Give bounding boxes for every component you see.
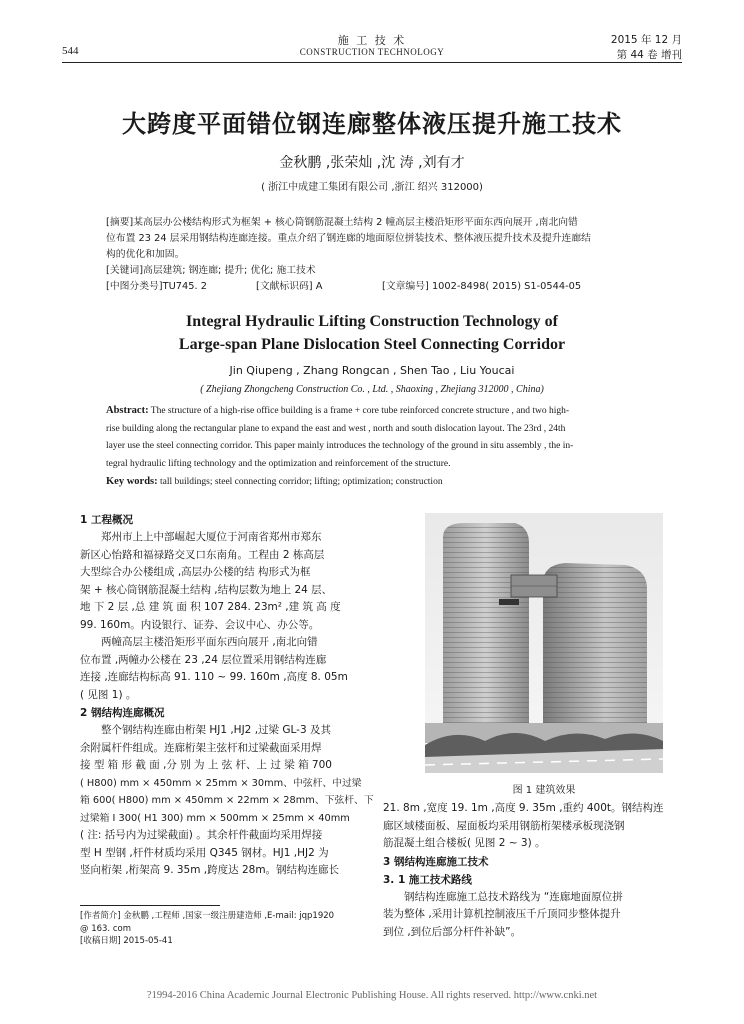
paragraph-line: ( 见图 1) 。 [80, 688, 137, 701]
paragraph: 钢结构连廊施工总技术路线为 “连廊地面原位拼 [404, 890, 623, 903]
header-rule [62, 62, 682, 63]
authors-en: Jin Qiupeng , Zhang Rongcan , Shen Tao , Liu Youcai [229, 364, 515, 377]
building-photo [425, 513, 663, 773]
right-column [383, 800, 685, 941]
issue-volume: 第 44 卷 增刊 [616, 49, 682, 61]
abstract-en-line: tegral hydraulic lifting technology and the optimization and reinforcement of the structure. [106, 458, 451, 469]
issue-date: 2015 年 12 月 [610, 34, 682, 46]
section-1-heading: 1 工程概况 [80, 514, 133, 526]
title-en-line2: Large-span Plane Dislocation Steel Connecting Corridor [178, 336, 566, 353]
left-column [80, 511, 378, 880]
section-2-heading: 2 钢结构连廊概况 [80, 707, 165, 719]
figure-1-caption: 图 1 建筑效果 [512, 785, 576, 796]
received-date: [收稿日期] 2015-05-41 [80, 936, 173, 946]
paragraph: 郑州市上上中部崛起大厦位于河南省郑州市郑东 [101, 531, 322, 543]
abstract-en-line: The structure of a high-rise office building is a frame + core tube reinforced concrete structure , and two high- [148, 406, 570, 416]
paragraph-line: ( H800) mm × 450mm × 25mm × 30mm、中弦杆、中过梁 [80, 777, 362, 789]
paragraph-line: 型 H 型钢 ,杆件材质均采用 Q345 钢材。HJ1 ,HJ2 为 [80, 846, 329, 859]
paragraph-line: 接 型 箱 形 截 面 ,分 别 为 上 弦 杆、上 过 梁 箱 700 [80, 759, 332, 771]
title-cn: 大跨度平面错位钢连廊整体液压提升施工技术 [122, 110, 622, 138]
paragraph-line: 连接 ,连廊结构标高 91. 110 ~ 99. 160m ,高度 8. 05m [80, 671, 348, 683]
paragraph-line: 余附属杆件组成。连廊桁架主弦杆和过梁截面采用焊 [80, 741, 322, 754]
paragraph-line: 位布置 ,两幢办公楼在 23 ,24 层位置采用钢结构连廊 [80, 653, 327, 666]
footnotes [80, 910, 380, 948]
paragraph-line: 廊区域楼面板、屋面板均采用钢筋桁架楼承板现浇钢 [383, 819, 625, 832]
paragraph-line: ( 注: 括号内为过梁截面) 。其余杆件截面均采用焊接 [80, 829, 323, 841]
abstract-en-line: layer use the steel connecting corridor. This paper mainly introduces the technology of the ground in situ assembly , the in- [106, 441, 574, 451]
section-3-heading: 3 钢结构连廊施工技术 [383, 855, 489, 868]
affiliation-en: ( Zhejiang Zhongcheng Construction Co. , Ltd. , Shaoxing , Zhejiang 312000 , China) [200, 384, 544, 395]
journal-name-cn: 施 工 技 术 [337, 34, 407, 47]
abstract-en [106, 402, 651, 492]
paragraph-line: 大型综合办公楼组成 ,高层办公楼的结 构形式为框 [80, 566, 311, 578]
author-email: @ 163. com [80, 923, 131, 934]
paragraph-line: 21. 8m ,宽度 19. 1m ,高度 9. 35m ,重约 400t。钢结构连 [383, 802, 664, 814]
author-bio: [作者简介] 金秋鹏 ,工程师 ,国家一级注册建造师 ,E-mail: jqp1920 [80, 911, 335, 921]
document-code: [文献标识码] A [256, 281, 323, 292]
abstract-en-line: rise building along the rectangular plane to expand the east and west , north and south dislocation layout. The 23rd , 24th [106, 423, 566, 434]
paragraph-line: 99. 160m。内设银行、证券、会议中心、办公等。 [80, 618, 320, 631]
article-number: [文章编号] 1002-8498( 2015) S1-0544-05 [382, 281, 582, 292]
abstract-cn-line: 构的优化和加固。 [106, 249, 185, 260]
paragraph-line: 地 下 2 层 ,总 建 筑 面 积 107 284. 23m² ,建 筑 高 度 [80, 601, 341, 613]
abstract-cn-line: 位布置 23 24 层采用钢结构连廊连接。重点介绍了钢连廊的地面原位拼装技术、整体液压提升技术及提升连廊结 [106, 233, 591, 244]
paragraph-line: 到位 ,到位后部分杆件补缺”。 [383, 925, 522, 938]
abstract-en-label: Abstract: [106, 405, 149, 416]
section-3-1-heading: 3. 1 施工技术路线 [383, 873, 472, 886]
paragraph-line: 竖向桁架 ,桁架高 9. 35m ,跨度达 28m。钢结构连廊长 [80, 864, 340, 876]
authors-cn: 金秋鹏 ,张荣灿 ,沈 涛 ,刘有才 [279, 155, 465, 171]
classification-row [106, 279, 646, 295]
paragraph: 整个钢结构连廊由桁架 HJ1 ,HJ2 ,过梁 GL-3 及其 [101, 724, 331, 736]
keywords-en-label: Key words: [106, 476, 158, 487]
paragraph-line: 新区心怡路和福禄路交叉口东南角。工程由 2 栋高层 [80, 548, 325, 561]
abstract-cn-line: [摘要]某高层办公楼结构形式为框架 + 核心筒钢筋混凝土结构 2 幢高层主楼沿矩形平面东西向展开 ,南北向错 [106, 217, 578, 228]
paragraph: 两幢高层主楼沿矩形平面东西向展开 ,南北向错 [101, 636, 318, 648]
keywords-en: tall buildings; steel connecting corridor; lifting; optimization; construction [157, 477, 443, 487]
paragraph-line: 装为整体 ,采用计算机控制液压千斤顶同步整体提升 [383, 908, 621, 920]
affiliation-cn: ( 浙江中成建工集团有限公司 ,浙江 绍兴 312000) [261, 182, 483, 193]
paragraph-line: 筋混凝土组合楼板( 见图 2 ~ 3) 。 [383, 837, 546, 849]
page-number: 544 [62, 45, 79, 57]
keywords-cn: [关键词]高层建筑; 钢连廊; 提升; 优化; 施工技术 [106, 265, 316, 276]
clc-number: [中图分类号]TU745. 2 [106, 281, 207, 292]
title-en-line1: Integral Hydraulic Lifting Construction Technology of [185, 313, 559, 330]
journal-name-en: CONSTRUCTION TECHNOLOGY [299, 47, 445, 57]
abstract-cn [106, 215, 646, 295]
building-illustration [425, 513, 663, 773]
footnote-rule [80, 905, 220, 906]
paragraph-line: 箱 600( H800) mm × 450mm × 22mm × 28mm、下弦杆、下 [80, 795, 374, 806]
paragraph-line: 架 + 核心筒钢筋混凝土结构 ,结构层数为地上 24 层、 [80, 583, 333, 596]
paragraph-line: 过梁箱 I 300( H1 300) mm × 500mm × 25mm × 40mm [80, 812, 350, 824]
copyright-footer: ?1994-2016 China Academic Journal Electronic Publishing House. All rights reserved. http://www.cnki.net [146, 990, 598, 1001]
